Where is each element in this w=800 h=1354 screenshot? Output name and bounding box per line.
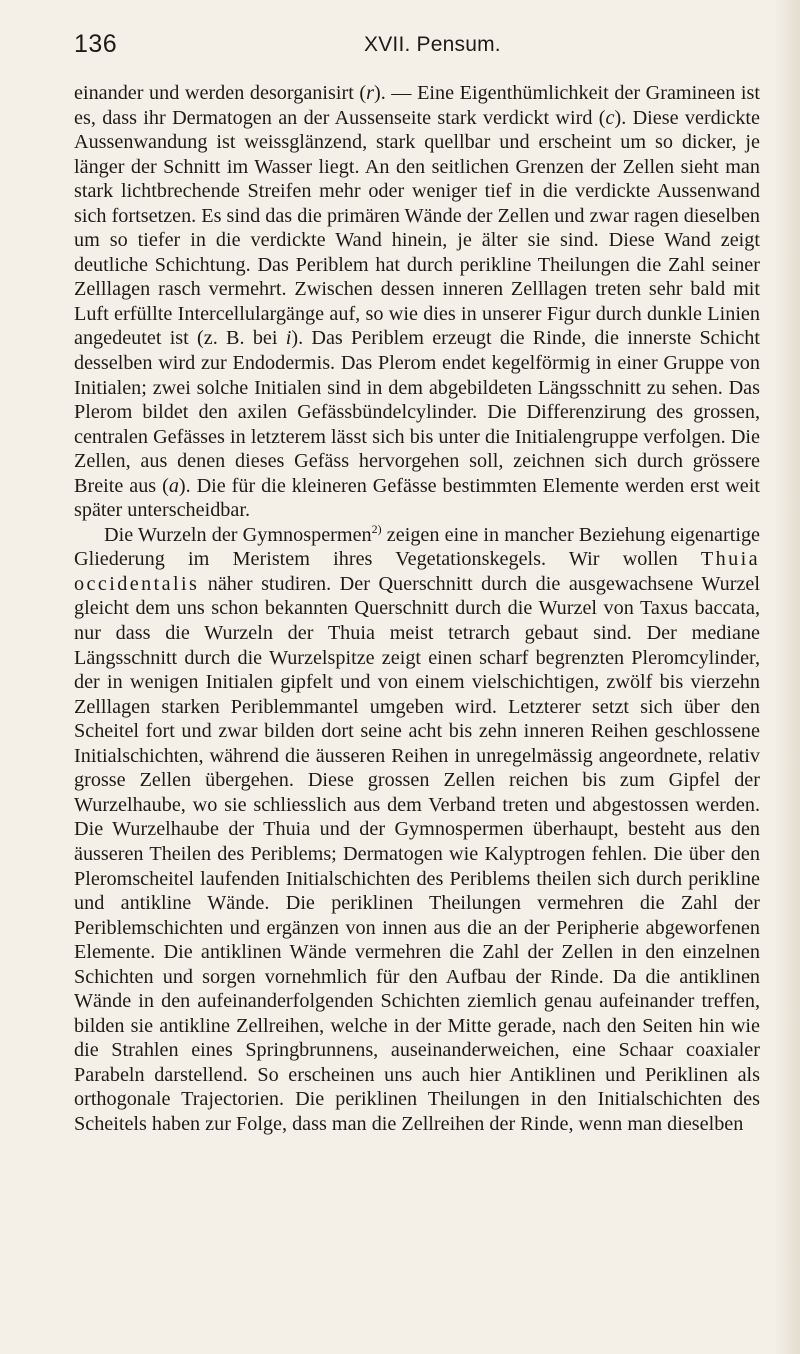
paragraph-2 [74, 523, 760, 1137]
text-segment: ). Diese verdickte Aussenwandung ist weissglänzend, stark quellbar und erscheint um so dicker, je länger der Schnitt im Wasser liegt. An den seitlichen Grenzen der Zellen sieht man stark lichtbrechende Streifen mehr oder weniger tief in die verdickte Aussenwand sich fortsetzen. Es sind das die primären Wände der Zellen und zwar ragen dieselben um so tiefer in die verdickte Wand hinein, je älter sie sind. Diese Wand zeigt deutliche Schichtung. Das Periblem hat durch perikline Theilungen die Zahl seiner Zelllagen rasch vermehrt. Zwischen dessen inneren Zelllagen treten sehr bald mit Luft erfüllte Intercellulargänge auf, so wie dies in unserer Figur durch dunkle Linien angedeutet ist (z. B. bei [74, 106, 760, 350]
figure-letter-a: a [168, 474, 179, 497]
figure-letter-r: r [366, 82, 374, 104]
text-segment: ). — Eine Eigenthümlichkeit der Gramineen ist es, dass ihr Dermatogen an der Aussenseite stark verdickt wird ( [74, 82, 760, 129]
footnote-reference: 2) [371, 521, 382, 536]
text-segment: ). Das Periblem erzeugt die Rinde, die innerste Schicht desselben wird zur Endodermis. Das Plerom endet kegelförmig in einer Gruppe von Initialen; zwei solche Initialen sind in dem abgebildeten Längsschnitt zu sehen. Das Plerom bildet den axilen Gefässbündelcylinder. Die Differenzirung des grossen, centralen Gefässes in letzterem lässt sich bis unter die Initialengruppe verfolgen. Die Zellen, aus denen dieses Gefäss hervorgehen soll, zeichnen sich durch grössere Breite aus ( [74, 327, 760, 497]
page-edge-shadow [774, 0, 800, 1354]
chapter-heading: XVII. Pensum. [364, 33, 501, 56]
text-segment: einander und werden desorganisirt ( [74, 82, 367, 104]
page-number: 136 [74, 30, 118, 58]
paragraph-1 [74, 81, 760, 523]
body-text [74, 81, 760, 1137]
figure-letter-i: i [285, 327, 292, 350]
text-segment: zeigen eine in mancher Beziehung eigenartige Gliederung im Meristem ihres Vegetationskegels. Wir wollen [74, 523, 761, 571]
species-name: Thuia occidentalis [74, 548, 760, 595]
text-segment: Die Wurzeln der Gymnospermen [104, 523, 372, 546]
text-segment: ). Die für die kleineren Gefässe bestimmten Elemente werden erst weit später unterscheidbar. [74, 474, 760, 522]
text-segment: näher studiren. Der Querschnitt durch die ausgewachsene Wurzel gleicht dem uns schon bekannten Querschnitt durch die Wurzel von Taxus baccata, nur dass die Wurzeln der Thuia meist tetrarch gebaut sind. Der mediane Längsschnitt durch die Wurzelspitze zeigt einen scharf begrenzten Pleromcylinder, der in wenigen Initialen gipfelt und von einem vielschichtigen, zwölf bis vierzehn Zelllagen starken Periblemmantel umgeben wird. Letzterer setzt sich über den Scheitel fort und zwar bilden dort seine acht bis zehn inneren Reihen geschlossene Initialschichten, während die äusseren Reihen in unregelmässig angeordnete, relativ grosse Zellen übergehen. Diese grossen Zellen reichen bis zum Gipfel der Wurzelhaube, wo sie schliesslich aus dem Verband treten und abgestossen werden. Die Wurzelhaube der Thuia und der Gymnospermen überhaupt, besteht aus den äusseren Theilen des Periblems; Dermatogen wie Kalyptrogen fehlen. Die über den Pleromscheitel laufenden Initialschichten des Periblems theilen sich durch perikline und antikline Wände. Die periklinen Theilungen vermehren die Zahl der Periblemschichten und ergänzen von innen aus die an der Peripherie abgeworfenen Elemente. Die antiklinen Wände vermehren die Zahl der Zellen in den einzelnen Schichten und sorgen vornehmlich für den Aufbau der Rinde. Da die antiklinen Wände in den aufeinanderfolgenden Schichten ziemlich genau aufeinander treffen, bilden sie antikline Zellreihen, welche in der Mitte gerade, nach den Seiten hin wie die Strahlen eines Springbrunnens, auseinanderweichen, eine Schaar coaxialer Parabeln darstellend. So erscheinen uns auch hier Antiklinen und Periklinen als orthogonale Trajectorien. Die periklinen Theilungen in den Initialschichten des Scheitels haben zur Folge, dass man die Zellreihen der Rinde, wenn man dieselben [74, 572, 760, 1135]
running-head [74, 30, 760, 62]
figure-letter-c: c [605, 106, 615, 129]
